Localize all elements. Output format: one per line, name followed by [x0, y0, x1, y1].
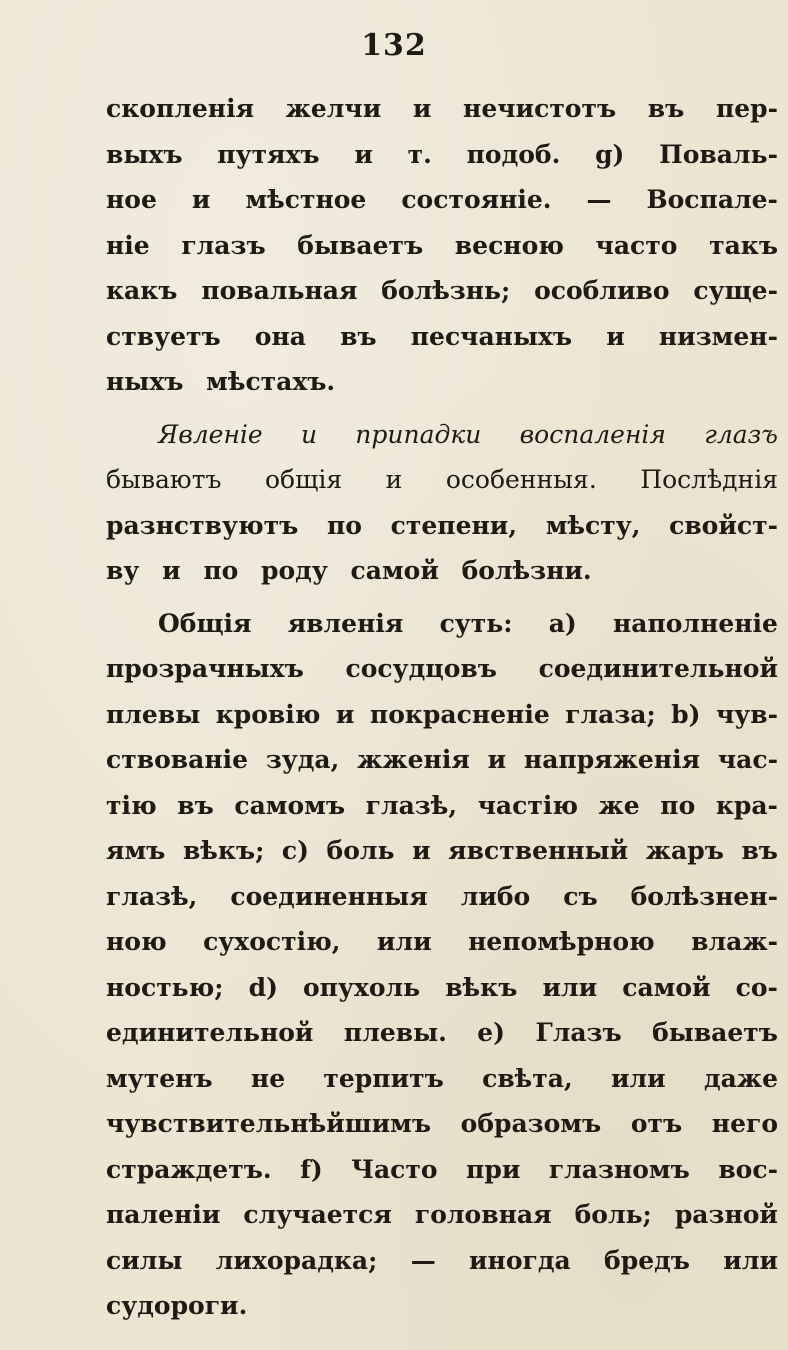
text-line: Общія явленія суть: a) наполненіе [158, 608, 778, 638]
text-line: какъ повальная болѣзнь; особливо суще- [106, 276, 778, 305]
text-line: ною сухостію, или непомѣрною влаж- [106, 927, 778, 956]
text-line: судороги. [106, 1291, 248, 1320]
text-line: глазѣ, соединенныя либо съ болѣзнен- [106, 881, 778, 911]
body-text [106, 86, 778, 1329]
text-line: паленіи случается головная боль; разной [106, 1200, 778, 1229]
paragraph-3 [106, 601, 778, 1329]
text-line: ное и мѣстное состояніе. — Воспале- [106, 185, 778, 214]
text-line: ностью; d) опухоль вѣкъ или самой со- [106, 972, 778, 1002]
text-line: единительной плевы. e) Глазъ бываетъ [106, 1018, 778, 1047]
text-line: ныхъ мѣстахъ. [106, 367, 336, 396]
text-line: бываютъ общія и особенныя. Послѣднія [106, 465, 778, 494]
text-line: ву и по роду самой болѣзни. [106, 556, 592, 585]
page-number: 132 [361, 28, 427, 63]
text-line: страждетъ. f) Часто при глазномъ вос- [106, 1154, 778, 1184]
text-line: тію въ самомъ глазѣ, частію же по кра- [106, 790, 778, 820]
text-line: мутенъ не терпитъ свѣта, или даже [106, 1063, 778, 1093]
text-line: скопленія желчи и нечистотъ въ пер- [106, 94, 778, 123]
text-line: чувствительнѣйшимъ образомъ отъ него [106, 1109, 778, 1138]
text-line: ніе глазъ бываетъ весною часто такъ [106, 230, 778, 260]
text-line: прозрачныхъ сосудцовъ соединительной [106, 654, 778, 683]
text-line: ствуетъ она въ песчаныхъ и низмен- [106, 321, 778, 351]
text-line: разнствуютъ по степени, мѣсту, свойст- [106, 510, 778, 540]
paragraph-1 [106, 86, 778, 405]
text-line: силы лихорадка; — иногда бредъ или [106, 1245, 778, 1275]
text-line: плевы кровію и покрасненіе глаза; b) чув- [106, 699, 778, 729]
text-line: выхъ путяхъ и т. подоб. g) Поваль- [106, 139, 778, 169]
text-line: ямъ вѣкъ; c) боль и явственный жаръ въ [106, 836, 778, 865]
text-line: ствованіе зуда, жженія и напряженія час- [106, 745, 778, 774]
paragraph-2 [106, 412, 778, 594]
text-line: Явленіе и припадки воспаленія глазъ [158, 419, 778, 449]
